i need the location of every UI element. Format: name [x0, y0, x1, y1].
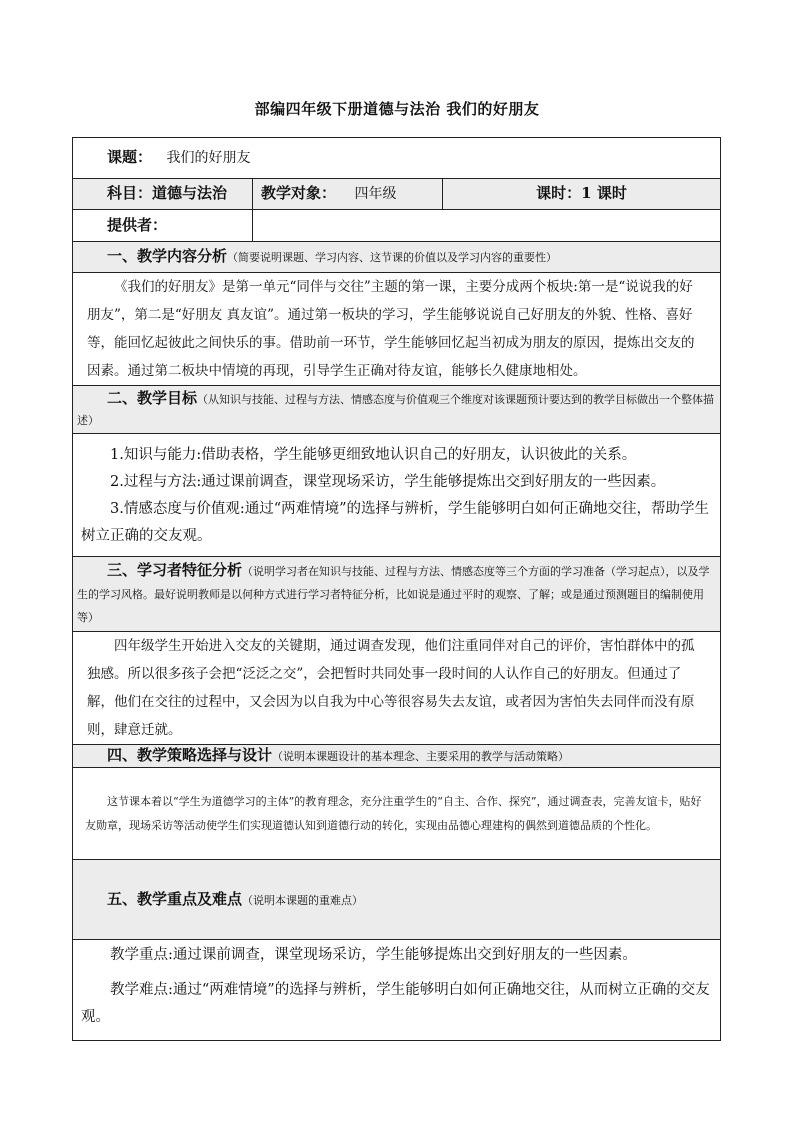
keypoint-item: 教学难点:通过“两难情境”的选择与辨析，学生能够明白如何正确地交往，从而树立正确的交友观。: [81, 982, 710, 1025]
audience-value: 四年级: [354, 186, 397, 203]
course-row: [73, 138, 721, 179]
section-5-header: [73, 860, 721, 940]
objective-item: 2.过程与方法:通过课前调查，课堂现场采访，学生能够提炼出交到好朋友的一些因素。: [110, 474, 666, 490]
provider-value: [253, 210, 721, 242]
section-5-heading: 五、教学重点及难点: [107, 889, 243, 908]
section-3-note: （说明学习者在知识与技能、过程与方法、情感态度等三个方面的学习准备（学习起点），以及学生的学习风格。最好说明教师是以何种方式进行学习者特征分析，比如说是通过平时的观察、了解；或是通过预测题目的编制使用等）: [77, 565, 710, 624]
section-5-note: （说明本课题的重难点）: [242, 893, 364, 907]
provider-label: 提供者：: [107, 215, 168, 234]
provider-row: [73, 210, 721, 242]
section-1-heading: 一、教学内容分析: [107, 247, 228, 266]
section-4-header: [73, 745, 721, 768]
section-4-body-row: [73, 768, 721, 860]
section-1-body-row: [73, 273, 721, 386]
section-5-body-row: [73, 940, 721, 1041]
subject-label: 科目：道德与法治: [107, 184, 228, 203]
document-title: 部编四年级下册道德与法治 我们的好朋友: [254, 100, 540, 118]
section-4-body: 这节课本着以“学生为道德学习的主体”的教育理念，充分注重学生的“自主、合作、探究”，通过调查表，完善友谊卡，贴好友勋章，现场采访等活动使学生们实现道德认知到道德行动的转化，实现由品德心理建构的偶然到道德品质的个性化。: [85, 794, 702, 832]
objective-item: 3.情感态度与价值观:通过“两难情境”的选择与辨析，学生能够明白如何正确地交往，帮助学生树立正确的交友观。: [81, 501, 710, 544]
course-value: 我们的好朋友: [166, 150, 251, 167]
section-3-heading: 三、学习者特征分析: [107, 561, 243, 579]
section-1-header: [73, 242, 721, 273]
subject-row: [73, 179, 721, 210]
lesson-plan-table: [72, 137, 721, 1041]
section-2-note: （从知识与技能、过程与方法、情感态度与价值观三个维度对该课题预计要达到的教学目标做出一个整体描述）: [77, 393, 715, 427]
section-1-note: （简要说明课题、学习内容、这节课的价值以及学习内容的重要性）: [227, 251, 558, 265]
section-1-body: 《我们的好朋友》是第一单元“同伴与交往”主题的第一课，主要分成两个板块:第一是“说说我的好朋友”，第二是“好朋友 真友谊”。通过第一板块的学习，学生能够说说自己好朋友的外貌、性格、喜好等，能回忆起彼此之间快乐的事。借助前一环节，学生能够回忆起当初成为朋友的原因，提炼出交友的因素。通过第二板块中情境的再现，引导学生正确对待友谊，能够长久健康地相处。: [87, 279, 695, 379]
section-3-body-row: [73, 632, 721, 745]
hours-label: 课时：1 课时: [536, 184, 627, 203]
section-2-heading: 二、教学目标: [107, 389, 198, 407]
objective-item: 1.知识与能力:借助表格，学生能够更细致地认识自己的好朋友，认识彼此的关系。: [110, 447, 637, 463]
keypoint-item: 教学重点:通过课前调查，课堂现场采访，学生能够提炼出交到好朋友的一些因素。: [110, 947, 637, 963]
section-3-header: [73, 557, 721, 632]
section-2-body-row: [73, 434, 721, 557]
section-2-header: [73, 386, 721, 434]
section-4-heading: 四、教学策略选择与设计: [107, 746, 273, 765]
section-4-note: （说明本课题设计的基本理念、主要采用的教学与活动策略）: [272, 750, 570, 764]
course-label: 课题：: [107, 148, 153, 167]
section-3-body: 四年级学生开始进入交友的关键期，通过调查发现，他们注重同伴对自己的评价，害怕群体中的孤独感。所以很多孩子会把“泛泛之交”，会把暂时共同处事一段时间的人认作自己的好朋友。但通过了解，他们在交往的过程中，又会因为以自我为中心等很容易失去友谊，或者因为害怕失去同伴而没有原则，肆意迁就。: [87, 638, 695, 738]
audience-label: 教学对象：: [261, 184, 337, 203]
section-5-body: [81, 942, 712, 1031]
section-2-body: [81, 442, 712, 550]
